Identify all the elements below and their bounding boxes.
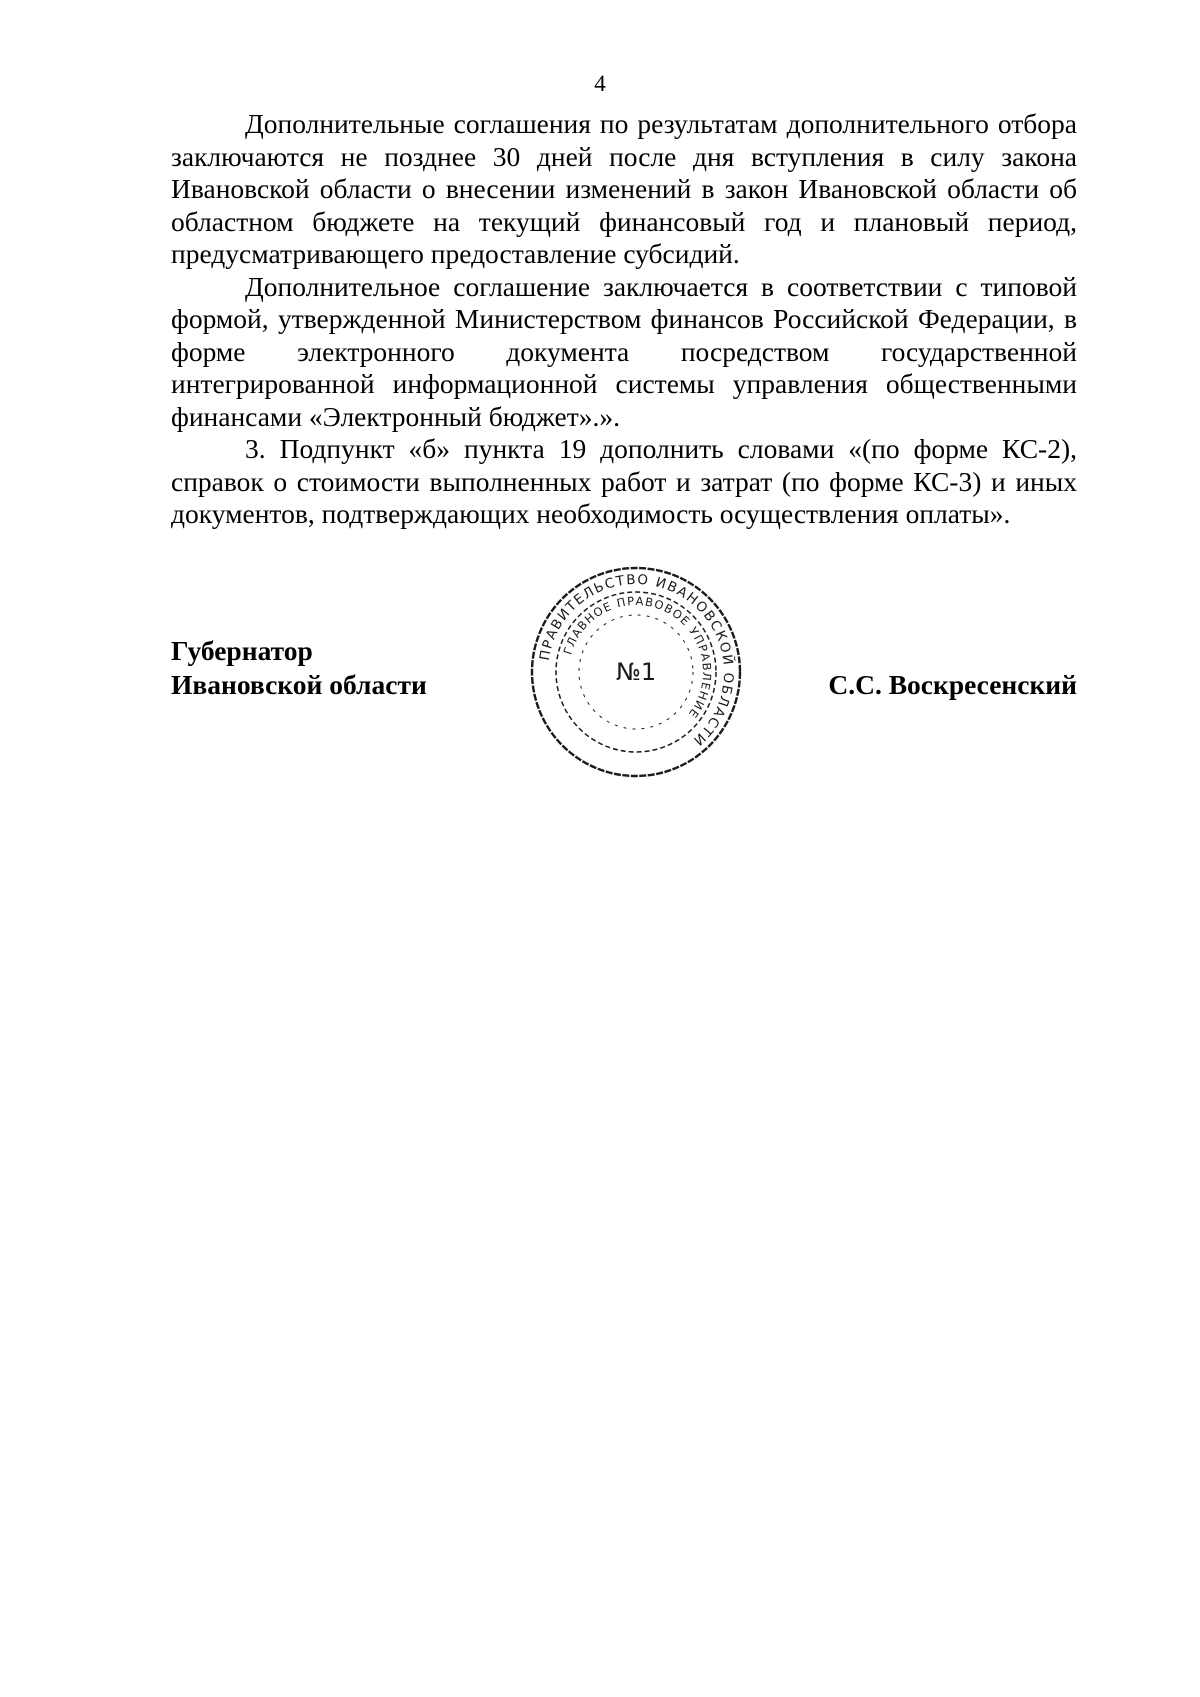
signer-name: С.С. Воскресенский — [828, 669, 1077, 700]
stamp-outer-text: ПРАВИТЕЛЬСТВО ИВАНОВСКОЙ ОБЛАСТИ — [536, 571, 737, 750]
signer-position-line1: Губернатор — [171, 635, 313, 666]
signer-position-line2: Ивановской области — [171, 669, 427, 700]
signer-position — [171, 634, 427, 702]
stamp-number: №1 — [615, 658, 657, 686]
document-body — [171, 108, 1077, 531]
paragraph-additional-agreements-deadline: Дополнительные соглашения по результатам дополнительного отбора заключаются не позднее 30 дней после дня вступления в силу закона Ивановской области о внесении изменений в закон Ивановской области об областном бюджете на текущий финансовый год и плановый период, предусматривающего предоставление субсидий. — [171, 108, 1077, 269]
paragraph-subitem-b-amendment: 3. Подпункт «б» пункта 19 дополнить словами «(по форме КС-2), справок о стоимости выполненных работ и затрат (по форме КС-3) и иных документов, подтверждающих необходимость осуществления оплаты». — [171, 433, 1077, 529]
page-number: 4 — [594, 71, 606, 96]
official-stamp — [526, 562, 746, 782]
paragraph-additional-agreement-form: Дополнительное соглашение заключается в соответствии с типовой формой, утвержденной Министерством финансов Российской Федерации, в форме электронного документа посредством государственной интегрированной информационной системы управления общественными финансами «Электронный бюджет».». — [171, 270, 1077, 432]
stamp-inner-text: ГЛАВНОЕ ПРАВОВОЕ УПРАВЛЕНИЕ — [560, 593, 715, 722]
stamp-seal-icon — [526, 562, 746, 782]
